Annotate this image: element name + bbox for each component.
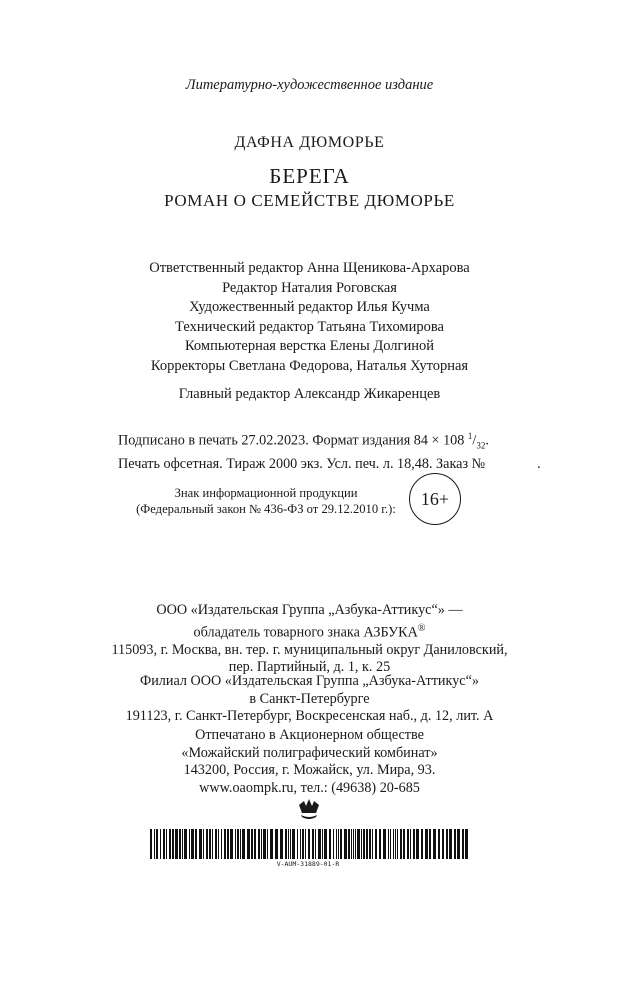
barcode-bar — [357, 829, 360, 859]
imprint-print-info: Печать офсетная. Тираж 2000 экз. Усл. печ. л. 18,48. Заказ № — [118, 456, 486, 473]
printer-line-2: «Можайский полиграфический комбинат» — [181, 744, 438, 761]
barcode-bar — [393, 829, 394, 859]
credit-line: Корректоры Светлана Федорова, Наталья Хуторная — [150, 357, 469, 374]
barcode-bar — [395, 829, 396, 859]
credit-line: Художественный редактор Илья Кучма — [189, 299, 430, 315]
barcode-bar — [429, 829, 431, 859]
publisher-logo-icon — [296, 796, 322, 822]
barcode-bar — [413, 829, 415, 859]
imprint-line-2 — [118, 455, 541, 474]
barcode-bar — [425, 829, 428, 859]
barcode-bar — [397, 829, 398, 859]
barcode-bar — [172, 829, 174, 859]
barcode-bar — [224, 829, 226, 859]
branch-block — [0, 673, 619, 726]
barcode-bar — [379, 829, 381, 859]
barcode-bar — [416, 829, 419, 859]
barcode-bar — [329, 829, 331, 859]
barcode-bar — [353, 829, 354, 859]
barcode-bar — [400, 829, 402, 859]
book-title: БЕРЕГА — [269, 164, 350, 188]
barcode-bar — [457, 829, 460, 859]
barcode-bar — [322, 829, 323, 859]
imprint-line-2-end: . — [537, 456, 541, 473]
age-rating-badge — [409, 473, 461, 525]
branch-address: 191123, г. Санкт-Петербург, Воскресенская наб., д. 12, лит. А — [125, 708, 494, 724]
age-rating-label-line: Знак информационной продукции — [174, 486, 358, 500]
barcode-bar — [221, 829, 222, 859]
barcode-bar — [407, 829, 409, 859]
barcode-bar — [369, 829, 371, 859]
credit-line: Компьютерная верстка Елены Долгиной — [184, 338, 435, 354]
barcode-bar — [163, 829, 165, 859]
barcode-bar — [189, 829, 190, 859]
barcode-bar — [160, 829, 161, 859]
barcode-bar — [209, 829, 211, 859]
barcode-bar — [292, 829, 295, 859]
barcode-bar — [308, 829, 310, 859]
branch-name: Филиал ООО «Издательская Группа „Азбука-Аттикус“» — [140, 673, 479, 689]
barcode-bar — [372, 829, 373, 859]
barcode-bar — [290, 829, 291, 859]
barcode-bar — [215, 829, 217, 859]
barcode-bar — [166, 829, 167, 859]
barcode-bar — [218, 829, 219, 859]
barcode-bar — [315, 829, 316, 859]
publisher-name: ООО «Издательская Группа „Азбука-Аттикус“» — — [156, 602, 463, 618]
publisher-block — [0, 602, 619, 677]
chief-editor: Главный редактор Александр Жикаренцев — [178, 386, 441, 402]
barcode-bar — [421, 829, 423, 859]
barcode-bar — [280, 829, 283, 859]
barcode-number: V-AUM-31889-01-R — [276, 860, 340, 868]
barcode-bar — [336, 829, 337, 859]
barcode-bar — [348, 829, 350, 859]
age-rating-value: 16+ — [420, 488, 450, 509]
barcode-bar — [195, 829, 197, 859]
barcode-bar — [449, 829, 452, 859]
barcode-bar — [288, 829, 289, 859]
barcode-bar — [184, 829, 187, 859]
barcode-bar — [179, 829, 181, 859]
barcode-bar — [375, 829, 377, 859]
barcode-bar — [240, 829, 241, 859]
imprint-line-1-end: . — [485, 432, 489, 449]
fraction-denominator: 32 — [476, 440, 486, 451]
branch-city: в Санкт-Петербурге — [249, 690, 370, 707]
age-rating-label — [120, 485, 412, 517]
barcode-bar — [182, 829, 183, 859]
barcode-bar — [462, 829, 464, 859]
barcode-bar — [191, 829, 194, 859]
barcode-bar — [363, 829, 365, 859]
barcode-bar — [355, 829, 356, 859]
author-name: ДАФНА ДЮМОРЬЕ — [234, 134, 385, 151]
barcode-bar — [254, 829, 256, 859]
imprint-block — [118, 427, 541, 474]
barcode-bar — [258, 829, 260, 859]
barcode-bar — [270, 829, 273, 859]
barcode-bar — [305, 829, 306, 859]
credits-list — [0, 259, 619, 376]
barcode-bar — [235, 829, 236, 859]
barcode-bar — [154, 829, 155, 859]
printer-contacts: www.oaompk.ru, тел.: (49638) 20-685 — [199, 779, 420, 796]
credit-line: Технический редактор Татьяна Тихомирова — [175, 318, 444, 335]
barcode-bar — [410, 829, 411, 859]
barcode-bar — [344, 829, 347, 859]
barcode-bar — [312, 829, 314, 859]
barcode-bar — [227, 829, 229, 859]
publisher-address-2: пер. Партийный, д. 1, к. 25 — [228, 659, 391, 676]
printer-line-1: Отпечатано в Акционерном обществе — [195, 727, 424, 743]
barcode-bar — [175, 829, 178, 859]
barcode-bar — [446, 829, 448, 859]
barcode-bar — [247, 829, 250, 859]
barcode-bar — [390, 829, 391, 859]
barcode-bar — [361, 829, 362, 859]
barcode-bar — [212, 829, 213, 859]
trademark-text: обладатель товарного знака АЗБУКА — [193, 624, 418, 641]
publisher-address: 115093, г. Москва, вн. тер. г. муниципальный округ Даниловский, — [111, 641, 508, 658]
publisher-trademark — [0, 620, 619, 642]
barcode-bar — [454, 829, 456, 859]
book-subtitle: РОМАН О СЕМЕЙСТВЕ ДЮМОРЬЕ — [164, 191, 455, 210]
barcode-bar — [403, 829, 405, 859]
printer-address: 143200, Россия, г. Можайск, ул. Мира, 93. — [183, 762, 436, 778]
imprint-line-1: Подписано в печать 27.02.2023. Формат издания 84 × 108 $^1/_{32}$. — [118, 431, 489, 451]
printer-block — [0, 727, 619, 797]
barcode-bar — [203, 829, 204, 859]
genre-line: Литературно-художественное издание — [185, 77, 434, 93]
barcode-bar — [199, 829, 202, 859]
credit-line: Редактор Наталия Роговская — [222, 279, 397, 296]
barcode-bar — [267, 829, 268, 859]
registered-mark: ® — [417, 622, 426, 634]
barcode-bar — [302, 829, 304, 859]
barcode-bar — [230, 829, 233, 859]
barcode-bar — [340, 829, 342, 859]
barcode-bar — [261, 829, 262, 859]
barcode-bar — [438, 829, 440, 859]
barcode-bar — [206, 829, 208, 859]
imprint-format: Подписано в печать 27.02.2023. Формат издания 84 × 108 — [118, 432, 465, 449]
barcode-bar — [338, 829, 339, 859]
barcode-bar — [150, 829, 152, 859]
fraction-numerator: 1 — [467, 431, 473, 441]
barcode-bar — [297, 829, 298, 859]
age-rating-law-line: (Федеральный закон № 436-ФЗ от 29.12.2010 г.): — [136, 502, 396, 516]
barcode-bar — [366, 829, 368, 859]
barcode-bar — [433, 829, 436, 859]
barcode-bar — [351, 829, 352, 859]
barcode-bar — [285, 829, 287, 859]
barcode-bar — [251, 829, 253, 859]
barcode — [150, 829, 470, 861]
barcode-bar — [263, 829, 266, 859]
barcode-bar — [242, 829, 245, 859]
barcode-bar — [324, 829, 327, 859]
barcode-bar — [275, 829, 278, 859]
barcode-bar — [169, 829, 171, 859]
credit-line: Ответственный редактор Анна Щеникова-Архарова — [149, 260, 470, 276]
barcode-bar — [465, 829, 468, 859]
barcode-bar — [333, 829, 334, 859]
barcode-bar — [318, 829, 321, 859]
barcode-bar — [383, 829, 386, 859]
barcode-bar — [300, 829, 301, 859]
barcode-bar — [156, 829, 158, 859]
barcode-bar — [442, 829, 444, 859]
barcode-bar — [388, 829, 389, 859]
barcode-bar — [237, 829, 239, 859]
